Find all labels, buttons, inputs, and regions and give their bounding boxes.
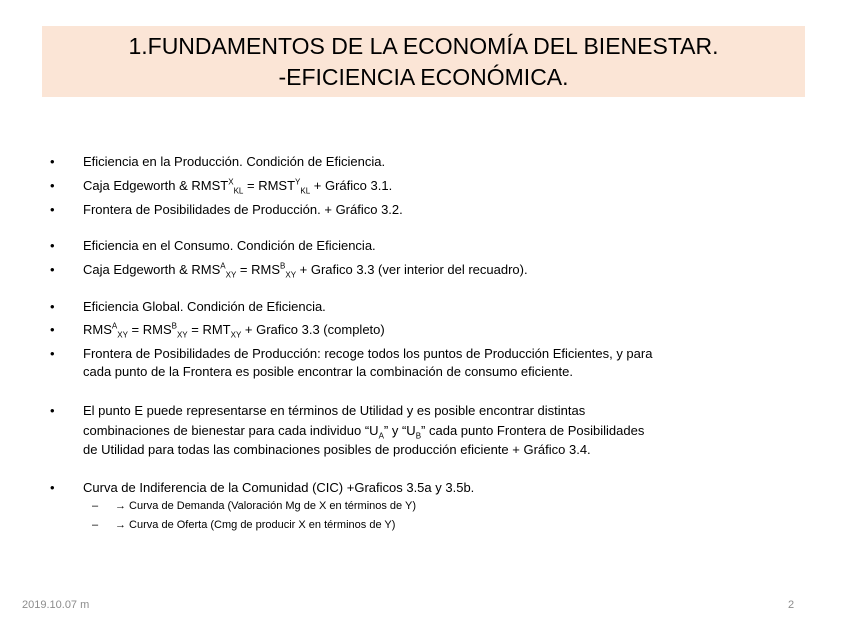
bullet-marker: • xyxy=(50,202,55,217)
bullet-marker: • xyxy=(50,322,55,337)
bullet-frontera-line-2: cada punto de la Frontera es posible encontrar la combinación de consumo eficiente. xyxy=(83,364,573,379)
bullet-punto-e-line-3: de Utilidad para todas las combinaciones posibles de producción eficiente + Gráfico 3.4. xyxy=(83,442,591,457)
bullet-marker: • xyxy=(50,299,55,314)
bullet-marker: • xyxy=(50,154,55,169)
bullet-rms-rmt: $RMS^A_{XY} = RMS^B_{XY} = RMT_{XY}$ + Grafico 3.3 (completo) xyxy=(83,321,385,340)
bullet-eficiencia-global: Eficiencia Global. Condición de Eficiencia. xyxy=(83,299,326,314)
bullet-punto-e-line-2: combinaciones de bienestar para cada individuo “$U_A$” y “$U_B$” cada punto Frontera de Posibilidades xyxy=(83,423,645,441)
footer-date: 2019.10.07 m xyxy=(22,599,90,611)
bullet-produccion-eficiencia: Eficiencia en la Producción. Condición de Eficiencia. xyxy=(83,154,386,169)
dash-marker: – xyxy=(92,519,99,531)
bullet-cic: Curva de Indiferencia de la Comunidad (CIC) +Graficos 3.5a y 3.5b. xyxy=(83,480,475,495)
bullet-marker: • xyxy=(50,480,55,495)
bullet-marker: • xyxy=(50,238,55,253)
bullet-marker: • xyxy=(50,346,55,361)
bullet-frontera-produccion: Frontera de Posibilidades de Producción. + Gráfico 3.2. xyxy=(83,202,403,217)
page-number: 2 xyxy=(788,599,795,611)
bullet-punto-e-line-1: El punto E puede representarse en términos de Utilidad y es posible encontrar distintas xyxy=(83,403,586,418)
bullet-caja-edgeworth-rmst: Caja Edgeworth & $RMST^X_{KL}$ = $RMST^Y_{KL}$ + Gráfico 3.1. xyxy=(83,177,393,196)
bullet-marker: • xyxy=(50,403,55,418)
bullet-marker: • xyxy=(50,178,55,193)
bullet-marker: • xyxy=(50,262,55,277)
subitem-curva-oferta: → Curva de Oferta (Cmg de producir X en términos de Y) xyxy=(115,519,396,531)
title-line-2: -EFICIENCIA ECONÓMICA. xyxy=(278,64,569,90)
title-line-1: 1.FUNDAMENTOS DE LA ECONOMÍA DEL BIENESTAR. xyxy=(128,33,719,59)
bullet-caja-edgeworth-rms: Caja Edgeworth & $RMS^A_{XY} = RMS^B_{XY}$ + Grafico 3.3 (ver interior del recuadro). xyxy=(83,261,528,280)
dash-marker: – xyxy=(92,500,99,512)
bullet-frontera-line-1: Frontera de Posibilidades de Producción: recoge todos los puntos de Producción Eficientes, y para xyxy=(83,346,653,361)
bullet-consumo-eficiencia: Eficiencia en el Consumo. Condición de Eficiencia. xyxy=(83,238,376,253)
subitem-curva-demanda: → Curva de Demanda (Valoración Mg de X en términos de Y) xyxy=(115,500,417,512)
